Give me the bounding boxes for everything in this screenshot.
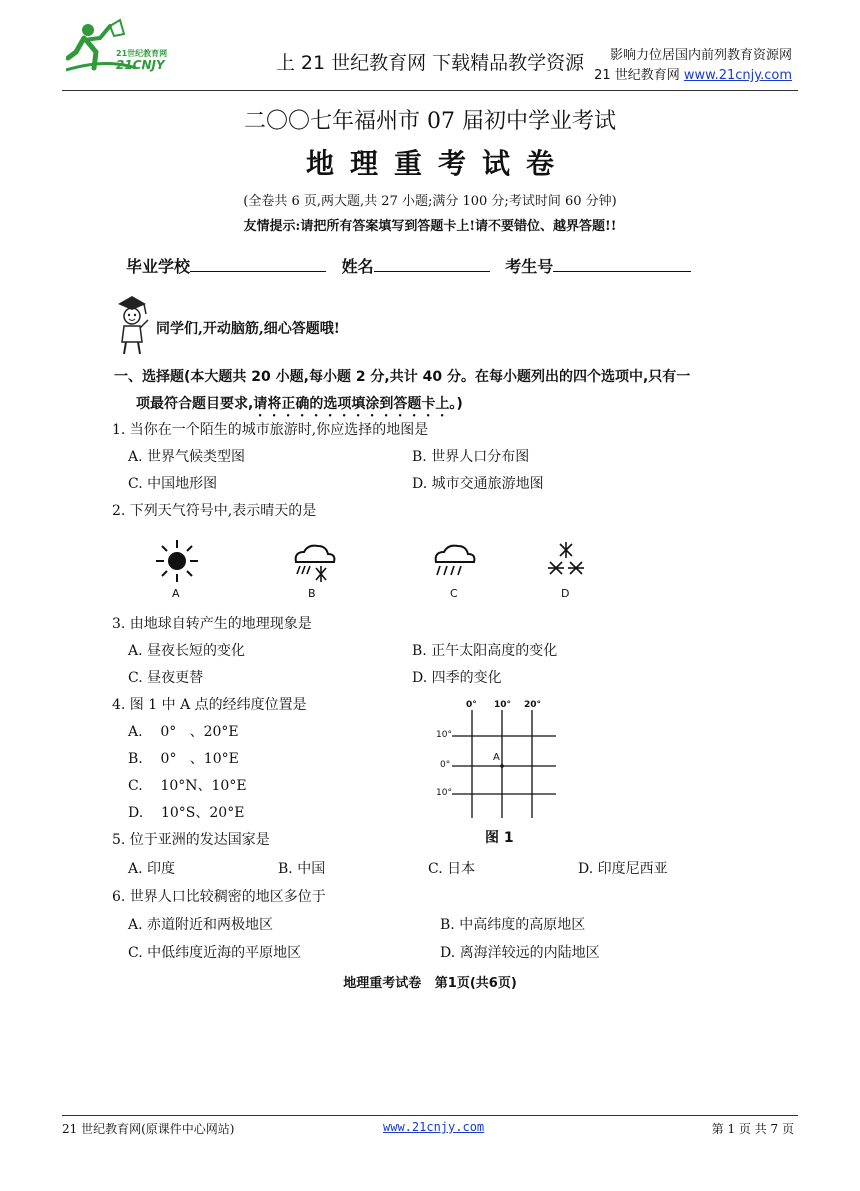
question-4-option-a[interactable]: A. 0° 、20°E	[128, 724, 239, 740]
question-5-option-c[interactable]: C. 日本	[428, 861, 476, 877]
question-5-option-a[interactable]: A. 印度	[128, 861, 176, 877]
lon-label-0: 0°	[466, 700, 477, 710]
sleet-weather-icon[interactable]	[290, 542, 338, 584]
question-6-option-b[interactable]: B. 中高纬度的高原地区	[440, 917, 586, 933]
header-tagline: 影响力位居国内前列教育资源网	[609, 48, 792, 63]
question-1-option-b[interactable]: B. 世界人口分布图	[412, 449, 530, 465]
school-label: 毕业学校	[126, 257, 191, 276]
name-label: 姓名	[341, 257, 374, 276]
footer-divider	[62, 1115, 798, 1116]
figure-1-caption: 图 1	[485, 830, 514, 846]
question-1-option-a[interactable]: A. 世界气候类型图	[128, 449, 246, 465]
header-divider	[62, 90, 798, 91]
question-3-stem: 3. 由地球自转产生的地理现象是	[112, 616, 312, 632]
question-1-stem: 1. 当你在一个陌生的城市旅游时,你应选择的地图是	[112, 422, 429, 438]
lon-label-10: 10°	[494, 700, 512, 710]
snow-weather-icon[interactable]	[546, 542, 586, 582]
lat-label-0: 0°	[440, 760, 451, 770]
header-site-link[interactable]: www.21cnjy.com	[683, 68, 792, 83]
question-2-label-d: D	[561, 587, 570, 600]
exam-page-footer: 地理重考试卷 第1页(共6页)	[343, 976, 517, 991]
exam-title: 二〇〇七年福州市 07 届初中学业考试	[244, 109, 616, 134]
question-6-stem: 6. 世界人口比较稠密的地区多位于	[112, 889, 326, 905]
question-6-option-d[interactable]: D. 离海洋较远的内陆地区	[440, 945, 600, 961]
figure-1-grid	[432, 700, 562, 818]
student-id-label: 考生号	[505, 257, 554, 276]
question-3-option-a[interactable]: A. 昼夜长短的变化	[128, 643, 246, 659]
question-4-option-c[interactable]: C. 10°N、10°E	[128, 778, 247, 794]
question-2-label-c: C	[450, 587, 458, 600]
paper-title: 地理重考试卷	[305, 147, 570, 180]
header-site-line	[594, 64, 792, 83]
question-3-option-d[interactable]: D. 四季的变化	[412, 670, 502, 686]
student-id-field[interactable]	[553, 257, 691, 272]
question-4-stem: 4. 图 1 中 A 点的经纬度位置是	[112, 697, 307, 713]
school-field[interactable]	[190, 257, 326, 272]
question-2-stem: 2. 下列天气符号中,表示晴天的是	[112, 503, 317, 519]
lat-label-south-10: 10°	[436, 788, 452, 798]
question-5-option-d[interactable]: D. 印度尼西亚	[578, 861, 668, 877]
footer-page-number: 第 1 页 共 7 页	[711, 1122, 794, 1136]
point-a-marker	[500, 764, 504, 768]
header-slogan: 上 21 世纪教育网 下载精品教学资源	[275, 52, 585, 74]
section-1-heading-cont	[136, 393, 463, 420]
paper-tip: 友情提示:请把所有答案填写到答题卡上!请不要错位、越界答题!!	[243, 219, 617, 234]
logo-text-bottom: 21CNJY	[116, 58, 165, 72]
student-cartoon-icon	[112, 294, 152, 356]
student-info-line	[126, 254, 701, 277]
section-1-emphasis: 请将正确的选项填涂到答题卡上	[253, 396, 450, 412]
question-3-option-b[interactable]: B. 正午太阳高度的变化	[412, 643, 558, 659]
question-4-option-b[interactable]: B. 0° 、10°E	[128, 751, 239, 767]
header-site-prefix: 21 世纪教育网	[594, 68, 684, 83]
question-2-label-a: A	[172, 587, 180, 600]
question-6-option-c[interactable]: C. 中低纬度近海的平原地区	[128, 945, 302, 961]
greeting-text: 同学们,开动脑筋,细心答题哦!	[156, 321, 340, 337]
sunny-weather-icon[interactable]	[154, 538, 200, 584]
paper-info: (全卷共 6 页,两大题,共 27 小题;满分 100 分;考试时间 60 分钟)	[243, 194, 617, 209]
rain-weather-icon[interactable]	[430, 542, 478, 582]
section-1-heading: 一、选择题(本大题共 20 小题,每小题 2 分,共计 40 分。在每小题列出的四个选项中,只有一	[114, 369, 691, 385]
name-field[interactable]	[374, 257, 490, 272]
question-5-stem: 5. 位于亚洲的发达国家是	[112, 832, 270, 848]
lon-label-20: 20°	[524, 700, 542, 710]
question-3-option-c[interactable]: C. 昼夜更替	[128, 670, 204, 686]
question-5-option-b[interactable]: B. 中国	[278, 861, 326, 877]
section-1-instruction: 项最符合题目要求,	[136, 396, 254, 412]
footer-site-link[interactable]: www.21cnjy.com	[383, 1120, 485, 1134]
question-6-option-a[interactable]: A. 赤道附近和两极地区	[128, 917, 274, 933]
question-1-option-c[interactable]: C. 中国地形图	[128, 476, 218, 492]
question-2-label-b: B	[308, 587, 316, 600]
lat-label-north-10: 10°	[436, 730, 452, 740]
question-1-option-d[interactable]: D. 城市交通旅游地图	[412, 476, 544, 492]
point-a-label: A	[493, 752, 500, 763]
section-1-end: 。)	[449, 396, 463, 412]
footer-site-name: 21 世纪教育网(原课件中心网站)	[62, 1122, 235, 1136]
question-4-option-d[interactable]: D. 10°S、20°E	[128, 805, 245, 821]
logo-text-top: 21世纪教育网	[116, 49, 168, 58]
